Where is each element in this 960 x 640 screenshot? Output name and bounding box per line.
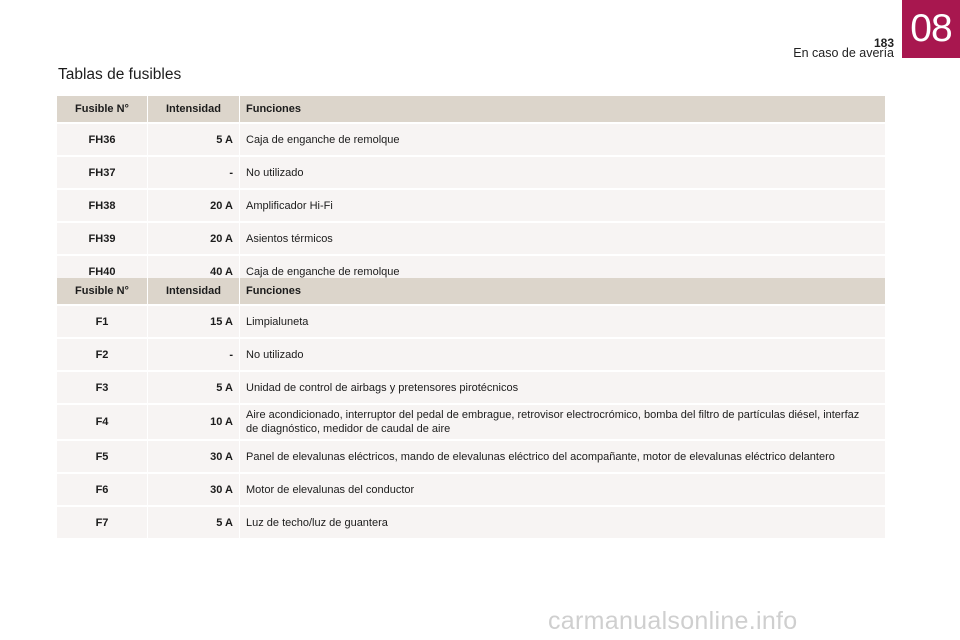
column-header-function: Funciones [240,278,885,304]
table-row [57,370,885,403]
fuse-function: Unidad de control de airbags y pretensores pirotécnicos [240,370,885,403]
fuse-number: F4 [57,403,148,439]
fuse-number: F3 [57,370,148,403]
fuse-function: Aire acondicionado, interruptor del pedal de embrague, retrovisor electrocrómico, bomba del filtro de partículas diésel, interfaz de diagnóstico, medidor de caudal de aire [240,403,885,439]
fuse-function: Panel de elevalunas eléctricos, mando de elevalunas eléctrico del acompañante, motor de elevalunas eléctrico delantero [240,439,885,472]
fuse-number: FH40 [57,254,148,287]
table-row [57,403,885,439]
fuse-function: Motor de elevalunas del conductor [240,472,885,505]
table-row [57,122,885,155]
fuse-amperage: 30 A [148,472,240,505]
page-title: Tablas de fusibles [58,66,182,83]
fuse-amperage: 10 A [148,403,240,439]
fuse-number: FH36 [57,122,148,155]
fuse-amperage: 20 A [148,188,240,221]
fuse-amperage: 5 A [148,370,240,403]
column-header-function: Funciones [240,96,885,122]
fuse-amperage: - [148,155,240,188]
fuse-amperage: 5 A [148,122,240,155]
watermark: carmanualsonline.info [548,607,798,635]
table-header-row [57,96,885,122]
chapter-tab: 08 [902,0,960,58]
fuse-function: Amplificador Hi-Fi [240,188,885,221]
table-row [57,221,885,254]
fuse-amperage: 30 A [148,439,240,472]
fuse-number: F6 [57,472,148,505]
fuse-amperage: - [148,337,240,370]
fuse-number: F2 [57,337,148,370]
table-row [57,439,885,472]
fuse-amperage: 40 A [148,254,240,287]
fuse-amperage: 5 A [148,505,240,538]
fuse-number: F1 [57,304,148,337]
fuse-number: FH38 [57,188,148,221]
fuse-amperage: 20 A [148,221,240,254]
column-header-fuse: Fusible N° [57,96,148,122]
table-row [57,188,885,221]
fuse-function: Caja de enganche de remolque [240,122,885,155]
fuse-number: F5 [57,439,148,472]
fuse-amperage: 15 A [148,304,240,337]
table-header-row [57,278,885,304]
fuse-number: FH39 [57,221,148,254]
fuse-table-2 [57,278,885,538]
fuse-number: F7 [57,505,148,538]
table-row [57,155,885,188]
table-row [57,304,885,337]
section-title: En caso de avería [793,46,894,60]
fuse-function: Asientos térmicos [240,221,885,254]
fuse-number: FH37 [57,155,148,188]
fuse-function: Luz de techo/luz de guantera [240,505,885,538]
fuse-function: No utilizado [240,337,885,370]
column-header-amps: Intensidad [148,96,240,122]
fuse-function: Caja de enganche de remolque [240,254,885,287]
fuse-table-1 [57,96,885,287]
table-row [57,472,885,505]
fuse-function: No utilizado [240,155,885,188]
table-row [57,505,885,538]
column-header-amps: Intensidad [148,278,240,304]
fuse-function: Limpialuneta [240,304,885,337]
column-header-fuse: Fusible N° [57,278,148,304]
table-row [57,337,885,370]
page-number: 183 [873,36,894,50]
